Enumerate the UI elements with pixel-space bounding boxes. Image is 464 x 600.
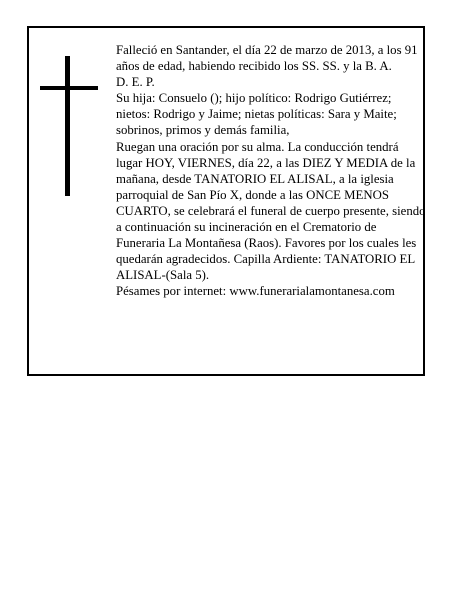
cross-vertical-bar (65, 56, 70, 196)
notice-text (116, 42, 426, 300)
latin-cross-icon (40, 56, 98, 196)
dep-line: D. E. P. (116, 75, 155, 90)
condolences-line: Pésames por internet: www.funerarialamontanesa.com (116, 284, 395, 299)
cross-horizontal-bar (40, 86, 98, 90)
obituary-notice (27, 26, 425, 376)
details-paragraph: Ruegan una oración por su alma. La conducción tendrá lugar HOY, VIERNES, día 22, a las DIEZ Y MEDIA de la mañana, desde TANATORIO EL ALISAL, a la iglesia parroquial de San Pío X, donde a las ONCE MENOS CUARTO, se celebrará el funeral de cuerpo presente, siendo a continuación su incineración en el Crematorio de Funeraria La Montañesa (Raos). Favores por los cuales les quedarán agradecidos. Capilla Ardiente: TANATORIO EL ALISAL-(Sala 5). (116, 139, 426, 283)
family-paragraph: Su hija: Consuelo (); hijo político: Rodrigo Gutiérrez; nietos: Rodrigo y Jaime; nietas políticas: Sara y Maite; sobrinos, primos y demás familia, (116, 91, 397, 138)
announcement-paragraph: Falleció en Santander, el día 22 de marzo de 2013, a los 91 años de edad, habiendo recibido los SS. SS. y la B. A. (116, 43, 418, 74)
